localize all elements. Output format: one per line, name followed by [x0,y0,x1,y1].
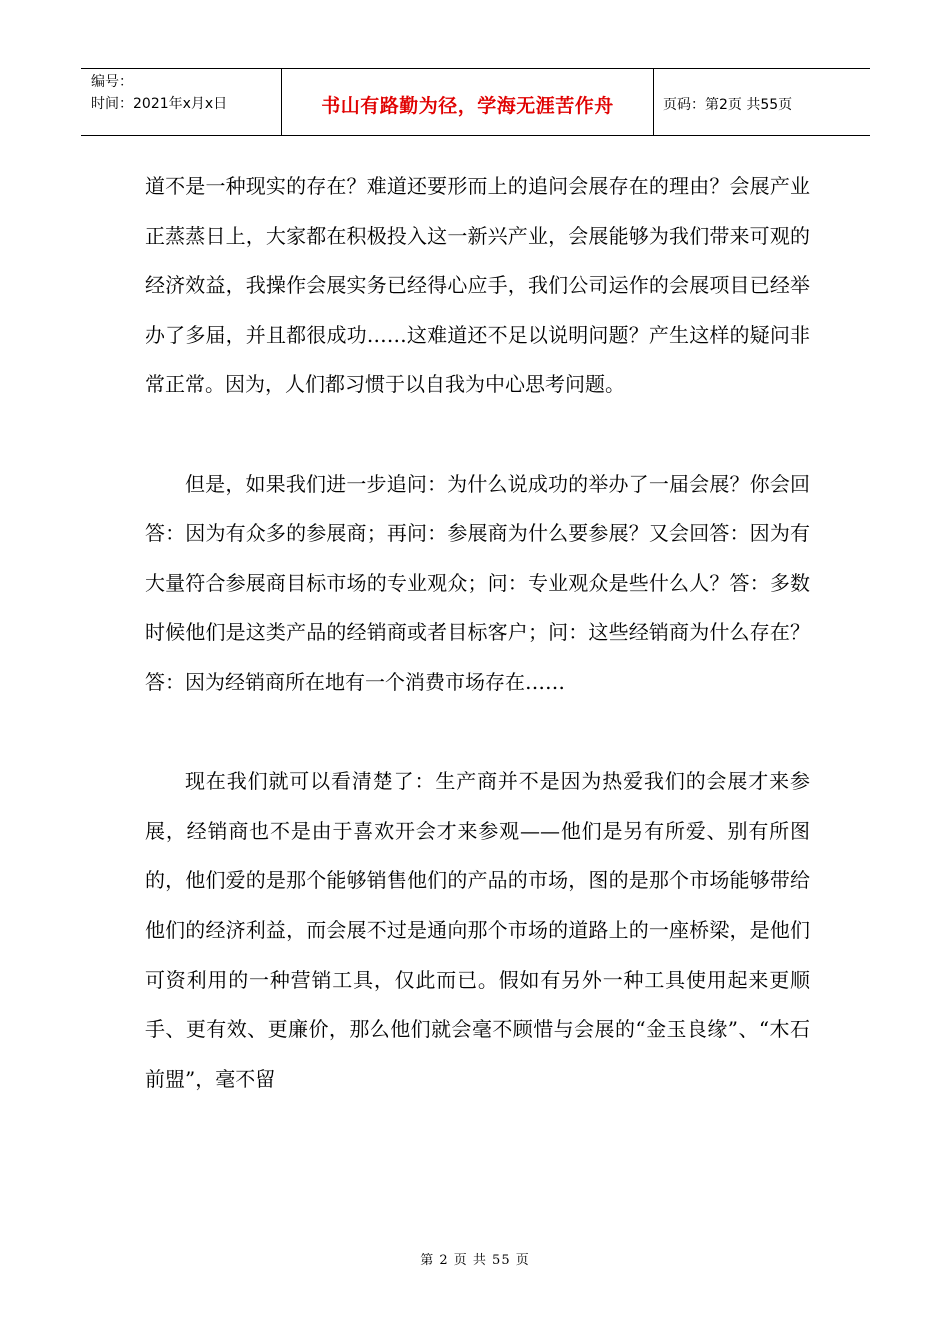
header-meta [91,71,281,115]
document-header [81,68,870,136]
header-motto: 书山有路勤为径，学海无涯苦作舟 [321,95,614,117]
time-label: 时间：2021年x月x日 [91,96,228,112]
page-footer: 第 2 页 共 55 页 [420,1253,530,1268]
paragraph-gap [145,708,810,758]
header-divider-right [653,69,654,136]
paragraph: 但是，如果我们进一步追问：为什么说成功的举办了一届会展？你会回答：因为有众多的参展商；再问：参展商为什么要参展？又会回答：因为有大量符合参展商目标市场的专业观众；问：专业观众是些什么人？答：多数时候他们是这类产品的经销商或者目标客户；问：这些经销商为什么存在？答：因为经销商所在地有一个消费市场存在…… [145,471,810,694]
paragraph-continued: 道不是一种现实的存在？难道还要形而上的追问会展存在的理由？会展产业正蒸蒸日上，大家都在积极投入这一新兴产业，会展能够为我们带来可观的经济效益，我操作会展实务已经得心应手，我们公司运作的会展项目已经举办了多届，并且都很成功……这难道还不足以说明问题？产生这样的疑问非常正常。因为，人们都习惯于以自我为中心思考问题。 [145,174,810,397]
header-page-info: 页码：第2页 共55页 [663,97,793,113]
paragraph-gap [145,410,810,460]
number-label: 编号： [91,74,133,90]
paragraph: 现在我们就可以看清楚了：生产商并不是因为热爱我们的会展才来参展，经销商也不是由于喜欢开会才来参观——他们是另有所爱、别有所图的，他们爱的是那个能够销售他们的产品的市场，图的是那个市场能够带给他们的经济利益，而会展不过是通向那个市场的道路上的一座桥梁，是他们可资利用的一种营销工具，仅此而已。假如有另外一种工具使用起来更顺手、更有效、更廉价，那么他们就会毫不顾惜与会展的“金玉良缘”、“木石前盟”，毫不留 [145,769,810,1091]
document-body [145,162,810,1104]
